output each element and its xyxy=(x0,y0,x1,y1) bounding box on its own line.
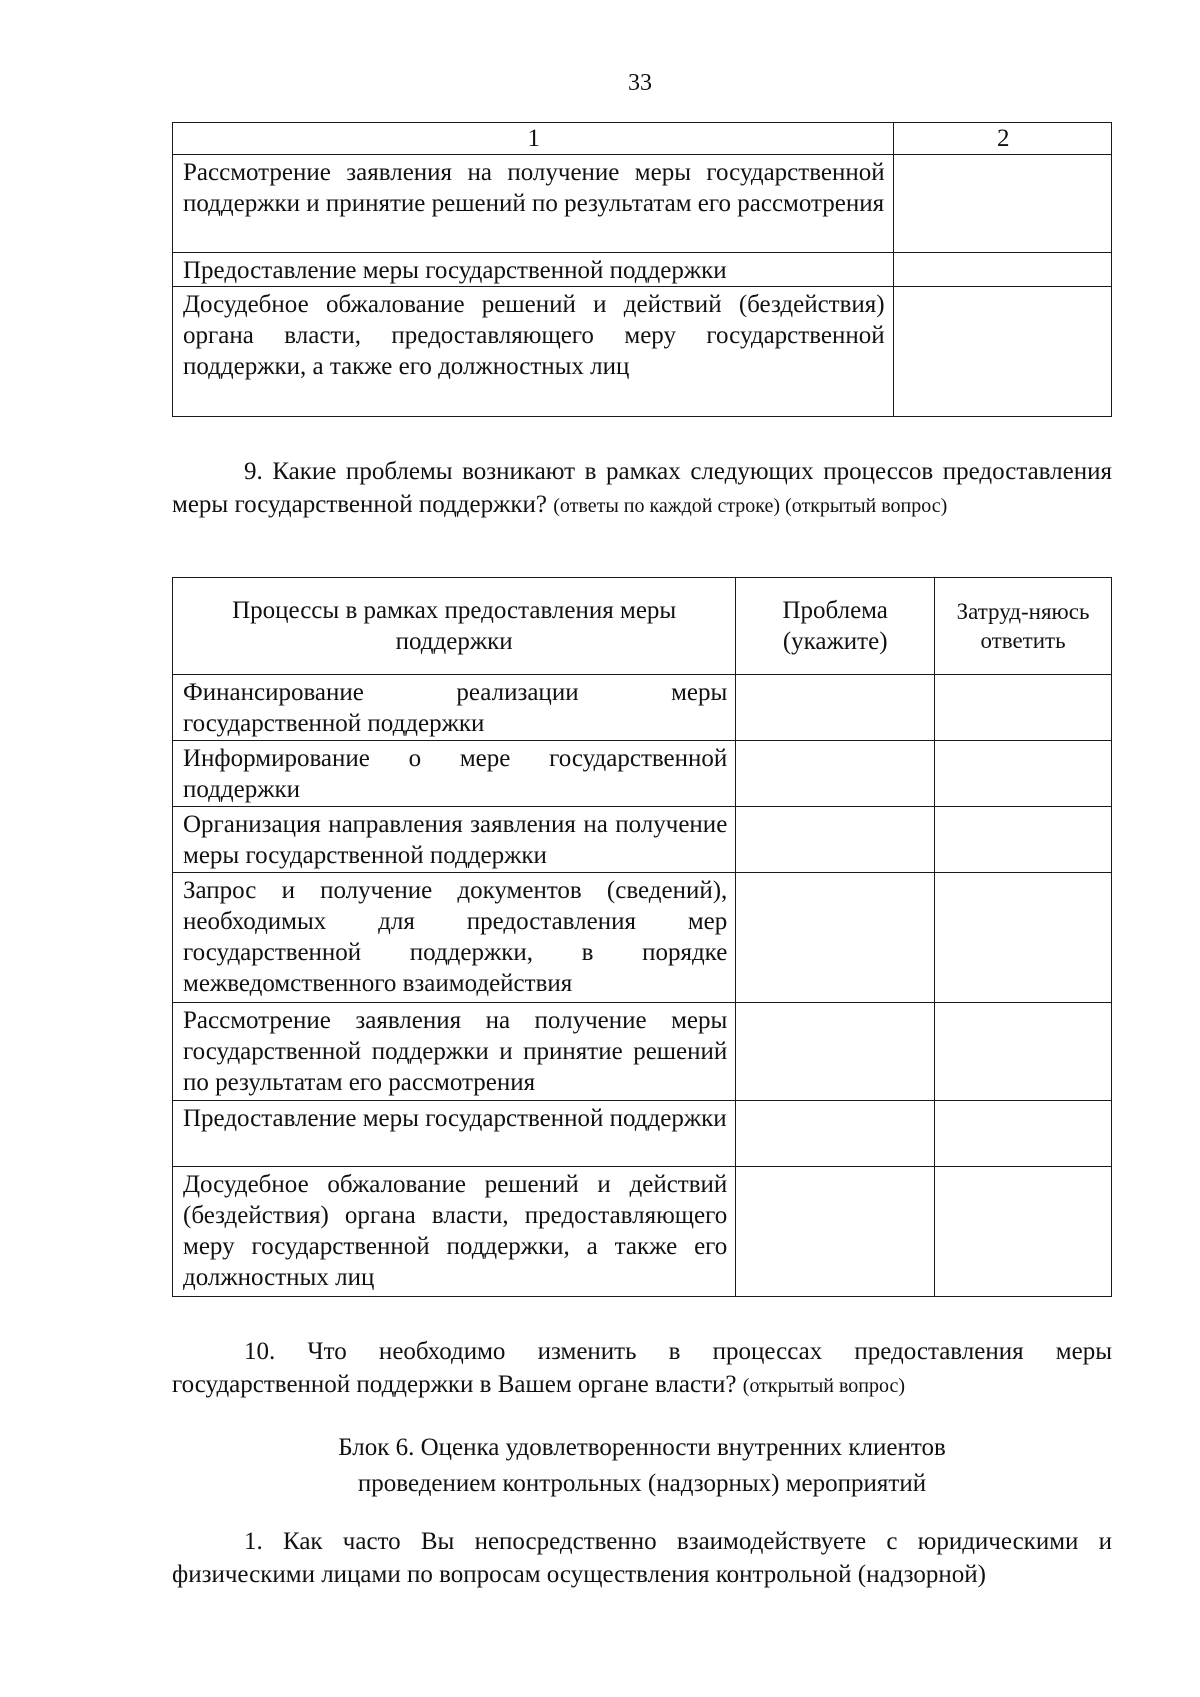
problem-input-cell[interactable] xyxy=(736,741,935,807)
table-row xyxy=(173,253,1112,287)
column-number-1: 1 xyxy=(173,123,894,155)
problem-input-cell[interactable] xyxy=(736,1101,935,1167)
question-10-note: (открытый вопрос) xyxy=(742,1375,905,1397)
table-row xyxy=(173,741,1112,807)
table-row xyxy=(173,1167,1112,1297)
header-processes: Процессы в рамках предоставления меры поддержки xyxy=(173,578,736,675)
process-status-table xyxy=(172,122,1112,417)
row-label-documents: Запрос и получение документов (сведений), необходимых для предоставления мер государственной поддержки, в порядке межведомственного взаимодействия xyxy=(173,873,736,1003)
question-9-text: Какие проблемы возникают в рамках следующих процессов предоставления меры государственной поддержки? xyxy=(172,458,1112,518)
row-label-financing: Финансирование реализации меры государственной поддержки xyxy=(173,675,736,741)
difficult-checkbox-cell[interactable] xyxy=(935,873,1112,1003)
header-difficult-to-answer: Затруд-няюсь ответить xyxy=(935,578,1112,675)
question-9-number: 9. xyxy=(244,458,263,485)
table-row xyxy=(173,873,1112,1003)
difficult-checkbox-cell[interactable] xyxy=(935,1101,1112,1167)
question-9-note: (ответы по каждой строке) (открытый вопрос) xyxy=(553,495,948,517)
problem-input-cell[interactable] xyxy=(736,807,935,873)
question-10-number: 10. xyxy=(244,1338,276,1365)
problems-table xyxy=(172,577,1112,1297)
difficult-checkbox-cell[interactable] xyxy=(935,675,1112,741)
row-label-appeal: Досудебное обжалование решений и действий (бездействия) органа власти, предоставляющего меру государственной поддержки, а также его должностных лиц xyxy=(173,1167,736,1297)
block-6-question-1 xyxy=(172,1525,1112,1591)
difficult-checkbox-cell[interactable] xyxy=(935,1167,1112,1297)
question-10 xyxy=(172,1335,1112,1403)
row-label-informing: Информирование о мере государственной поддержки xyxy=(173,741,736,807)
problem-input-cell[interactable] xyxy=(736,1167,935,1297)
block-6-heading xyxy=(172,1430,1112,1502)
table-row xyxy=(173,675,1112,741)
block-6-heading-line-1: Блок 6. Оценка удовлетворенности внутренних клиентов xyxy=(338,1434,946,1461)
table-row xyxy=(173,807,1112,873)
difficult-checkbox-cell[interactable] xyxy=(935,1003,1112,1101)
table-header-row xyxy=(173,123,1112,155)
header-problem: Проблема (укажите) xyxy=(736,578,935,675)
difficult-checkbox-cell[interactable] xyxy=(935,741,1112,807)
question-9 xyxy=(172,455,1112,523)
table-row xyxy=(173,155,1112,253)
question-10-text: Что необходимо изменить в процессах предоставления меры государственной поддержки в Вашем органе власти? xyxy=(172,1338,1112,1398)
table-row xyxy=(173,287,1112,417)
table-row xyxy=(173,1101,1112,1167)
difficult-checkbox-cell[interactable] xyxy=(935,807,1112,873)
block-6-heading-line-2: проведением контрольных (надзорных) мероприятий xyxy=(357,1470,927,1497)
answer-cell[interactable] xyxy=(893,287,1111,417)
block-6-question-1-text: Как часто Вы непосредственно взаимодействуете с юридическими и физическими лицами по вопросам осуществления контрольной (надзорной) xyxy=(172,1528,1113,1588)
table-row xyxy=(173,1003,1112,1101)
row-label-provision: Предоставление меры государственной поддержки xyxy=(173,1101,736,1167)
block-6-question-1-number: 1. xyxy=(244,1528,263,1555)
problem-input-cell[interactable] xyxy=(736,873,935,1003)
row-label-appeal: Досудебное обжалование решений и действий (бездействия) органа власти, предоставляющего меру государственной поддержки, а также его должностных лиц xyxy=(173,287,894,417)
page-number: 33 xyxy=(628,70,652,96)
row-label-review: Рассмотрение заявления на получение меры государственной поддержки и принятие решений по результатам его рассмотрения xyxy=(173,155,894,253)
column-number-2: 2 xyxy=(893,123,1111,155)
answer-cell[interactable] xyxy=(893,155,1111,253)
row-label-provision: Предоставление меры государственной поддержки xyxy=(173,253,894,287)
row-label-review: Рассмотрение заявления на получение меры государственной поддержки и принятие решений по результатам его рассмотрения xyxy=(173,1003,736,1101)
problem-input-cell[interactable] xyxy=(736,1003,935,1101)
row-label-application: Организация направления заявления на получение меры государственной поддержки xyxy=(173,807,736,873)
problem-input-cell[interactable] xyxy=(736,675,935,741)
answer-cell[interactable] xyxy=(893,253,1111,287)
table-header-row xyxy=(173,578,1112,675)
